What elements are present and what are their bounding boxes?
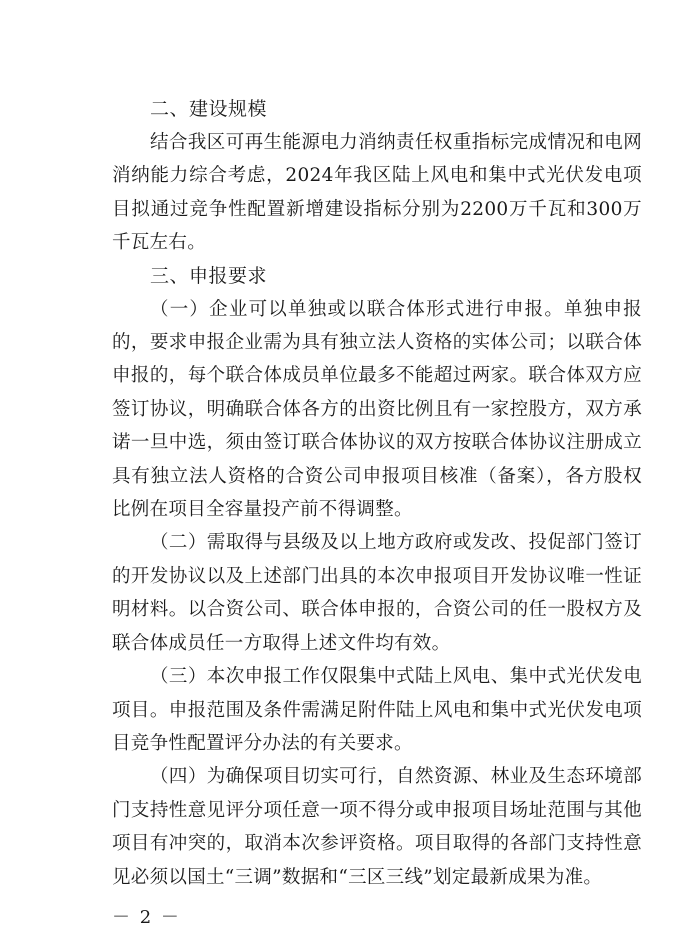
paragraph-construction-scale: 结合我区可再生能源电力消纳责任权重指标完成情况和电网消纳能力综合考虑，2024年我区陆上风电和集中式光伏发电项目拟通过竞争性配置新增建设指标分别为2200万千瓦和300万千瓦左右。 bbox=[112, 132, 642, 254]
paragraph-requirement-3: （三）本次申报工作仅限集中式陆上风电、集中式光伏发电项目。申报范围及条件需满足附件陆上风电和集中式光伏发电项目竞争性配置评分办法的有关要求。 bbox=[112, 666, 642, 754]
section-heading-construction-scale: 二、建设规模 bbox=[150, 98, 268, 120]
paragraph-requirement-2: （二）需取得与县级及以上地方政府或发改、投促部门签订的开发协议以及上述部门出具的本次申报项目开发协议唯一性证明材料。以合资公司、联合体申报的，合资公司的任一股权方及联合体成员任一方取得上述文件均有效。 bbox=[112, 532, 642, 654]
section-heading-application-requirements: 三、申报要求 bbox=[150, 264, 268, 287]
paragraph-requirement-4: （四）为确保项目切实可行，自然资源、林业及生态环境部门支持性意见评分项任意一项不得分或申报项目场址范围与其他项目有冲突的，取消本次参评资格。项目取得的各部门支持性意见必须以国土“三调”数据和“三区三线”划定最新成果为准。 bbox=[112, 766, 642, 888]
paragraph-requirement-1: （一）企业可以单独或以联合体形式进行申报。单独申报的，要求申报企业需为具有独立法人资格的实体公司；以联合体申报的，每个联合体成员单位最多不能超过两家。联合体双方应签订协议，明确联合体各方的出资比例且有一家控股方，双方承诺一旦中选，须由签订联合体协议的双方按联合体协议注册成立具有独立法人资格的合资公司申报项目核准（备案），各方股权比例在项目全容量投产前不得调整。 bbox=[112, 298, 642, 521]
document-body bbox=[112, 93, 642, 894]
page-number: － 2 － bbox=[112, 907, 181, 928]
